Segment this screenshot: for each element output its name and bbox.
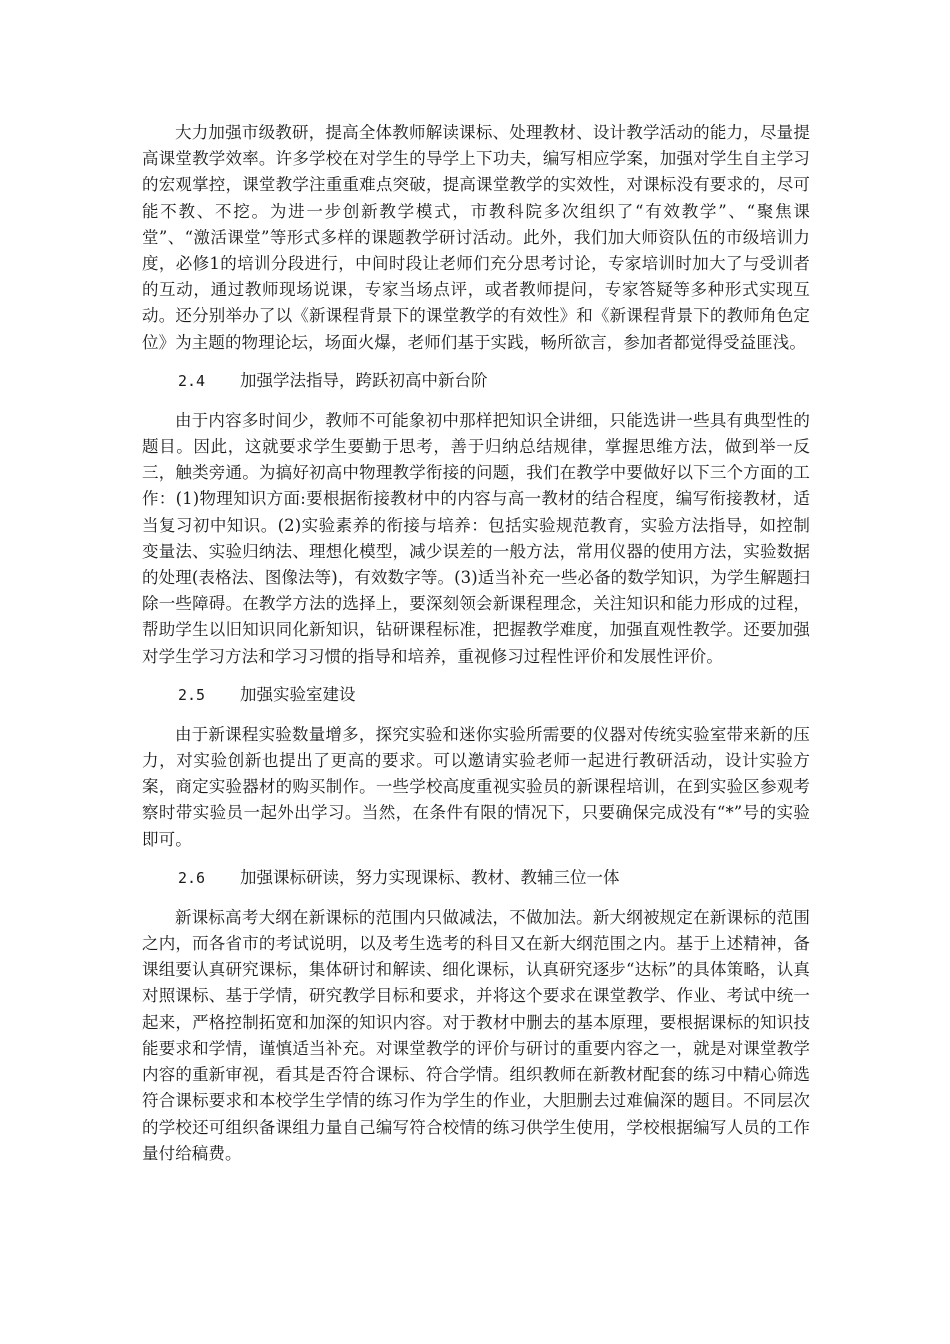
spacer: [142, 853, 810, 865]
document-page: [142, 120, 810, 1167]
spacer: [142, 670, 810, 682]
section-number: 2.5: [178, 685, 206, 704]
section-title: 加强实验室建设: [240, 684, 356, 704]
section-title: 加强学法指导，跨跃初高中新台阶: [240, 370, 488, 390]
body-paragraph: 大力加强市级教研，提高全体教师解读课标、处理教材、设计教学活动的能力，尽量提高课堂教学效率。许多学校在对学生的导学上下功夫，编写相应学案，加强对学生自主学习的宏观掌控，课堂教学注重重难点突破，提高课堂教学的实效性，对课标没有要求的，尽可能不教、不挖。为进一步创新教学模式，市教科院多次组织了“有效教学”、“聚焦课堂”、“激活课堂”等形式多样的课题教学研讨活动。此外，我们加大师资队伍的市级培训力度，必修1的培训分段进行，中间时段让老师们充分思考讨论，专家培训时加大了与受训者的互动，通过教师现场说课，专家当场点评，或者教师提问，专家答疑等多种形式实现互动。还分别举办了以《新课程背景下的课堂教学的有效性》和《新课程背景下的教师角色定位》为主题的物理论坛，场面火爆，老师们基于实践，畅所欲言，参加者都觉得受益匪浅。: [142, 123, 810, 352]
section-title: 加强课标研读，努力实现课标、教材、教辅三位一体: [240, 867, 620, 887]
spacer: [142, 891, 810, 905]
section-heading: [142, 368, 810, 394]
body-paragraph: 由于新课程实验数量增多，探究实验和迷你实验所需要的仪器对传统实验室带来新的压力，对实验创新也提出了更高的要求。可以邀请实验老师一起进行教研活动，设计实验方案，商定实验器材的购买制作。一些学校高度重视实验员的新课程培训，在到实验区参观考察时带实验员一起外出学习。当然，在条件有限的情况下，只要确保完成没有“*”号的实验即可。: [142, 724, 810, 849]
section-number: 2.4: [178, 371, 206, 390]
spacer: [142, 356, 810, 368]
body-paragraph: 由于内容多时间少，教师不可能象初中那样把知识全讲细，只能选讲一些具有典型性的题目。因此，这就要求学生要勤于思考，善于归纳总结规律，掌握思维方法，做到举一反三，触类旁通。为搞好初高中物理教学衔接的问题，我们在教学中要做好以下三个方面的工作：(1)物理知识方面:要根据衔接教材中的内容与高一教材的结合程度，编写衔接教材，适当复习初中知识。(2)实验素养的衔接与培养：包括实验规范教育，实验方法指导，如控制变量法、实验归纳法、理想化模型，减少误差的一般方法，常用仪器的使用方法，实验数据的处理(表格法、图像法等)，有效数字等。(3)适当补充一些必备的数学知识，为学生解题扫除一些障碍。在教学方法的选择上，要深刻领会新课程理念，关注知识和能力形成的过程，帮助学生以旧知识同化新知识，钻研课程标准，把握教学难度，加强直观性教学。还要加强对学生学习方法和学习习惯的指导和培养，重视修习过程性评价和发展性评价。: [142, 410, 810, 666]
section-number: 2.6: [178, 868, 206, 887]
body-paragraph: 新课标高考大纲在新课标的范围内只做减法，不做加法。新大纲被规定在新课标的范围之内，而各省市的考试说明，以及考生选考的科目又在新大纲范围之内。基于上述精神，备课组要认真研究课标，集体研讨和解读、细化课标，认真研究逐步“达标”的具体策略，认真对照课标、基于学情，研究教学目标和要求，并将这个要求在课堂教学、作业、考试中统一起来，严格控制拓宽和加深的知识内容。对于教材中删去的基本原理，要根据课标的知识技能要求和学情，谨慎适当补充。对课堂教学的评价与研讨的重要内容之一，就是对课堂教学内容的重新审视，看其是否符合课标、符合学情。组织教师在新教材配套的练习中精心筛选符合课标要求和本校学生学情的练习作为学生的作业，大胆删去过难偏深的题目。不同层次的学校还可组织备课组力量自己编写符合校情的练习供学生使用，学校根据编写人员的工作量付给稿费。: [142, 907, 810, 1163]
spacer: [142, 708, 810, 722]
section-heading: [142, 865, 810, 891]
section-heading: [142, 682, 810, 708]
spacer: [142, 394, 810, 408]
